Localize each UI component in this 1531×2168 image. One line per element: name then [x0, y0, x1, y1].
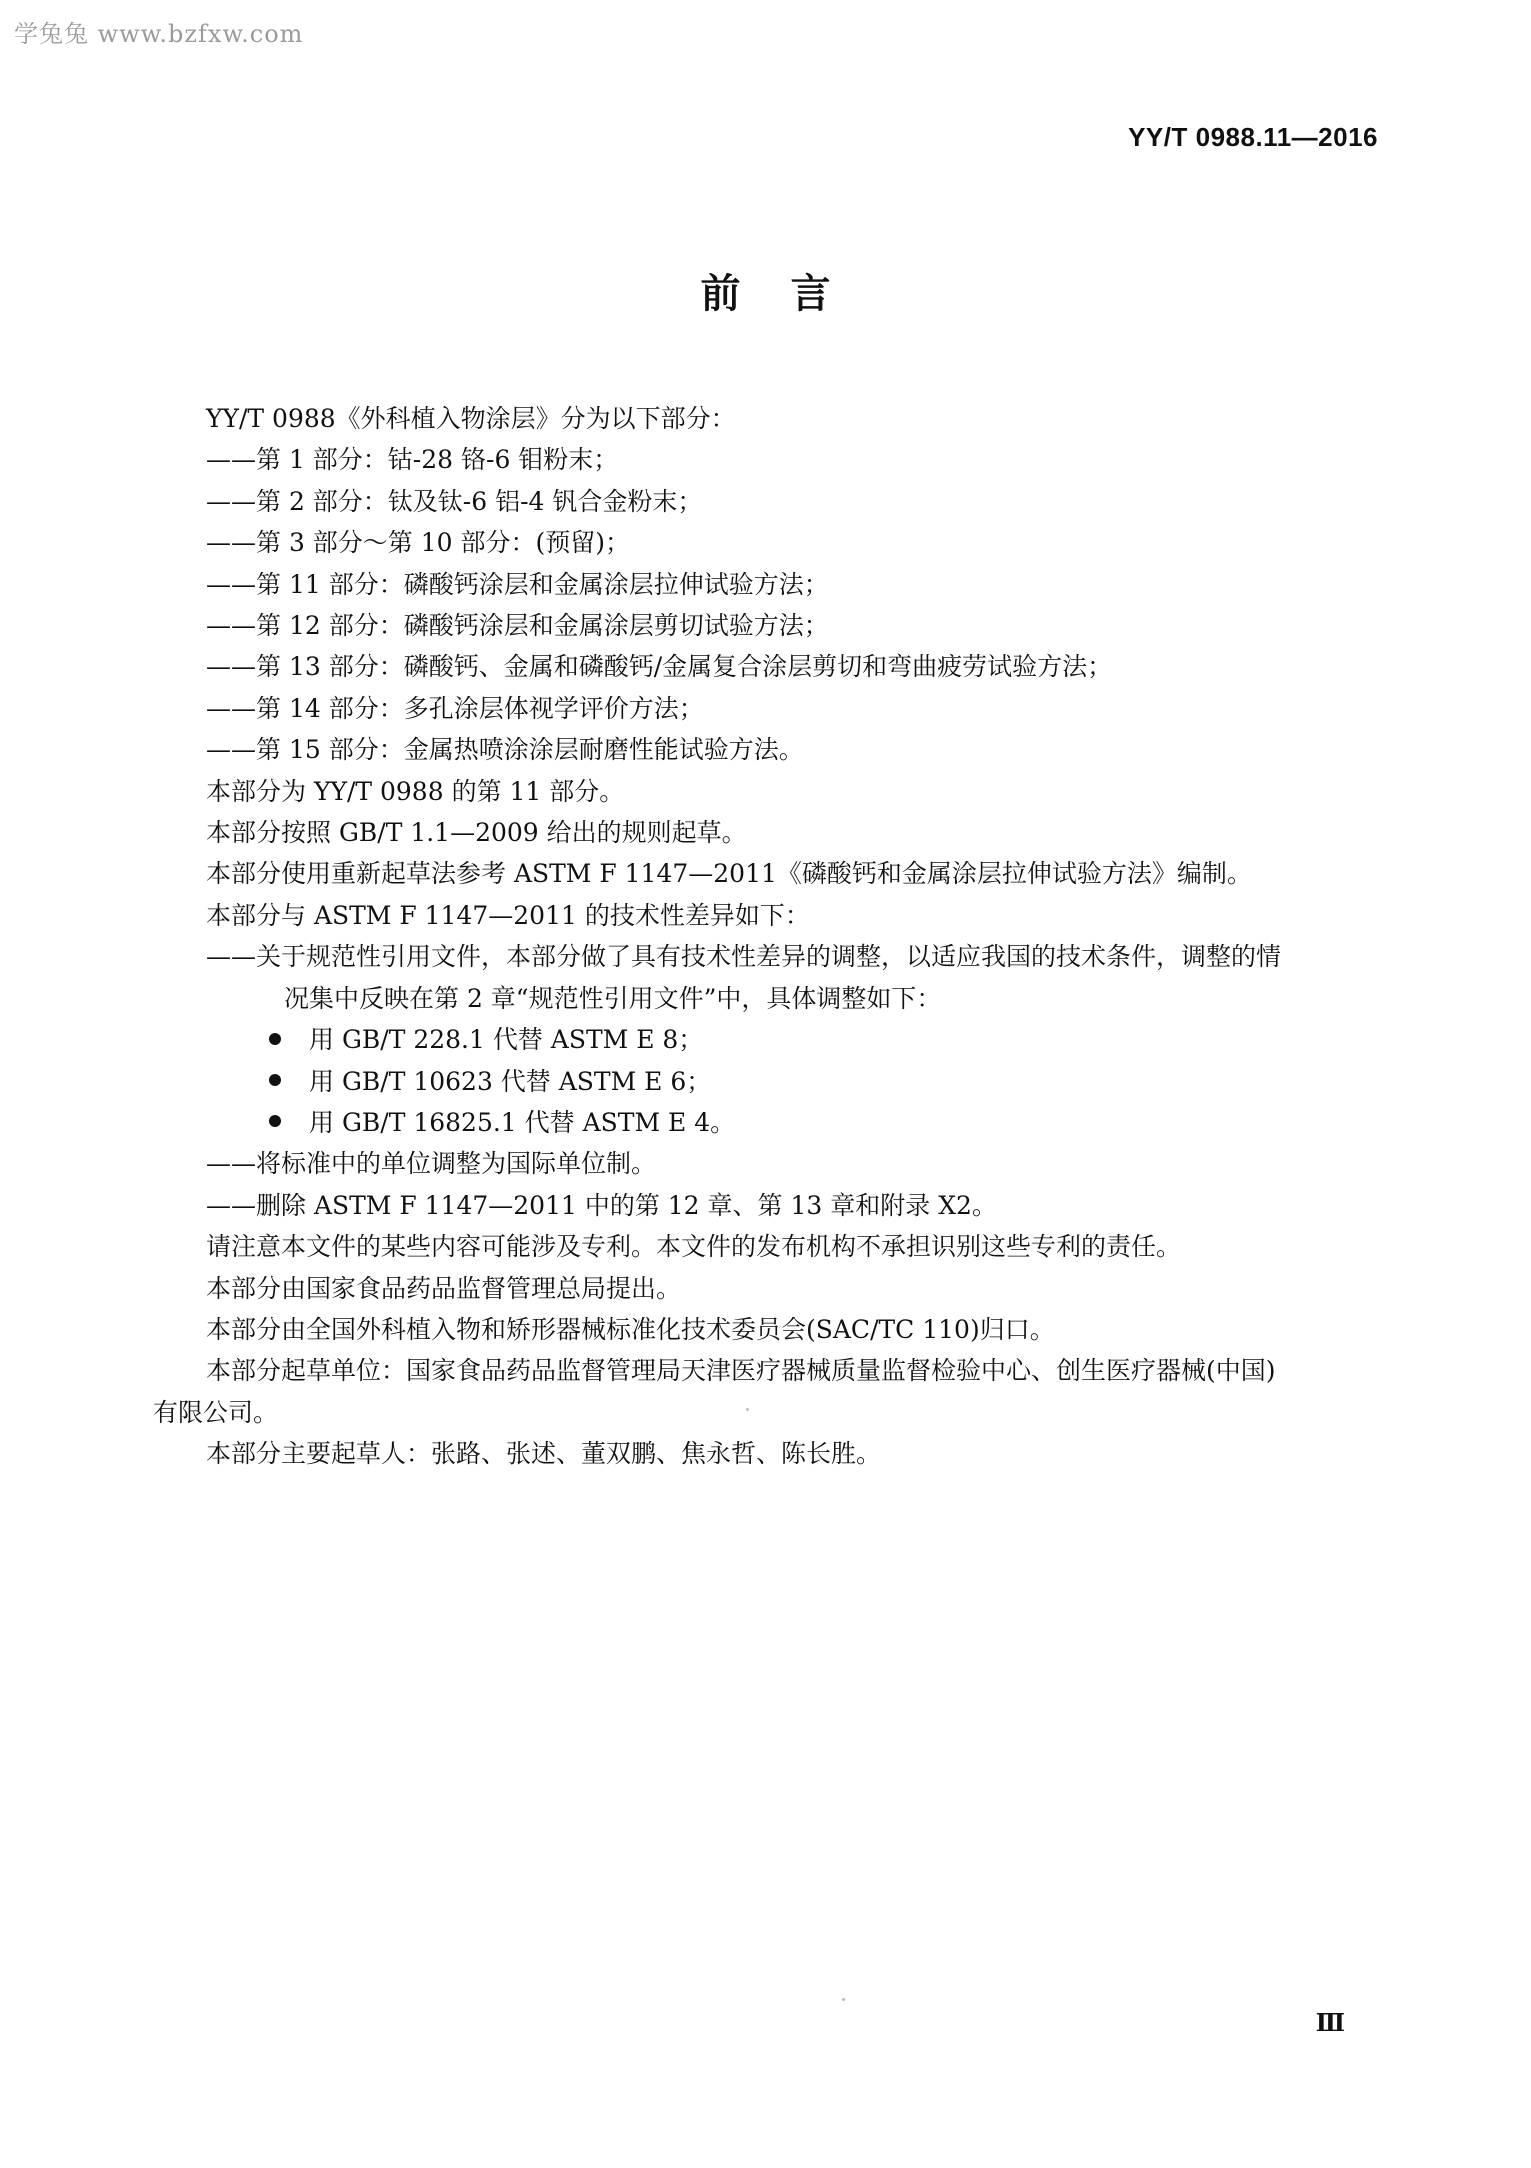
reference-standard: 本部分使用重新起草法参考 ASTM F 1147—2011《磷酸钙和金属涂层拉伸试验方法》编制。 [206, 859, 1252, 889]
difference-item-line1: ——关于规范性引用文件，本部分做了具有技术性差异的调整，以适应我国的技术条件，调整的情 [206, 942, 1282, 972]
part-list-item: ——第 11 部分：磷酸钙涂层和金属涂层拉伸试验方法； [206, 569, 829, 599]
part-list-item: ——第 14 部分：多孔涂层体视学评价方法； [206, 693, 704, 723]
drafting-units-line1: 本部分起草单位：国家食品药品监督管理局天津医疗器械质量监督检验中心、创生医疗器械(中国) [206, 1356, 1276, 1386]
difference-item: ——删除 ASTM F 1147—2011 中的第 12 章、第 13 章和附录 X2。 [206, 1190, 997, 1220]
bullet-icon [269, 1115, 281, 1127]
part-list-item: ——第 1 部分：钴-28 铬-6 钼粉末； [206, 445, 619, 475]
page-number: Ⅲ [1315, 2008, 1345, 2037]
bullet-text: 用 GB/T 228.1 代替 ASTM E 8； [309, 1025, 704, 1055]
watermark: 学兔兔 www.bzfxw.com [14, 20, 304, 48]
part-statement: 本部分为 YY/T 0988 的第 11 部分。 [206, 776, 625, 806]
bullet-item [153, 1061, 1383, 1102]
difference-item: ——将标准中的单位调整为国际单位制。 [206, 1149, 657, 1179]
part-list-item: ——第 13 部分：磷酸钙、金属和磷酸钙/金属复合涂层剪切和弯曲疲劳试验方法； [206, 652, 1113, 682]
committee-statement: 本部分由全国外科植入物和矫形器械标准化技术委员会(SAC/TC 110)归口。 [206, 1314, 1055, 1344]
drafting-rules: 本部分按照 GB/T 1.1—2009 给出的规则起草。 [206, 818, 747, 848]
differences-intro: 本部分与 ASTM F 1147—2011 的技术性差异如下： [206, 900, 810, 930]
bullet-icon [269, 1074, 281, 1086]
standard-code: YY/T 0988.11—2016 [1128, 122, 1378, 152]
bullet-item [153, 1102, 1383, 1143]
part-list-item: ——第 12 部分：磷酸钙涂层和金属涂层剪切试验方法； [206, 611, 829, 641]
difference-item-line2: 况集中反映在第 2 章“规范性引用文件”中，具体调整如下： [284, 983, 942, 1013]
proposer-statement: 本部分由国家食品药品监督管理总局提出。 [206, 1273, 682, 1303]
difference-item [153, 936, 1383, 1019]
part-list-item: ——第 3 部分～第 10 部分：(预留)； [206, 528, 631, 558]
scan-speck [746, 1408, 749, 1411]
bullet-text: 用 GB/T 10623 代替 ASTM E 6； [309, 1066, 712, 1096]
bullet-text: 用 GB/T 16825.1 代替 ASTM E 4。 [309, 1107, 736, 1137]
scan-speck [842, 1998, 845, 2001]
part-list-item: ——第 2 部分：钛及钛-6 铝-4 钒合金粉末； [206, 486, 703, 516]
drafters-statement: 本部分主要起草人：张路、张述、董双鹏、焦永哲、陈长胜。 [206, 1439, 882, 1469]
patent-notice: 请注意本文件的某些内容可能涉及专利。本文件的发布机构不承担识别这些专利的责任。 [206, 1232, 1182, 1262]
foreword-body [153, 398, 1383, 1475]
part-list-item: ——第 15 部分：金属热喷涂涂层耐磨性能试验方法。 [206, 735, 804, 765]
bullet-icon [269, 1033, 281, 1045]
drafting-units-line2: 有限公司。 [153, 1397, 279, 1427]
intro-paragraph: YY/T 0988《外科植入物涂层》分为以下部分： [206, 404, 736, 433]
page-title: 前言 [700, 271, 881, 317]
bullet-item [153, 1019, 1383, 1060]
